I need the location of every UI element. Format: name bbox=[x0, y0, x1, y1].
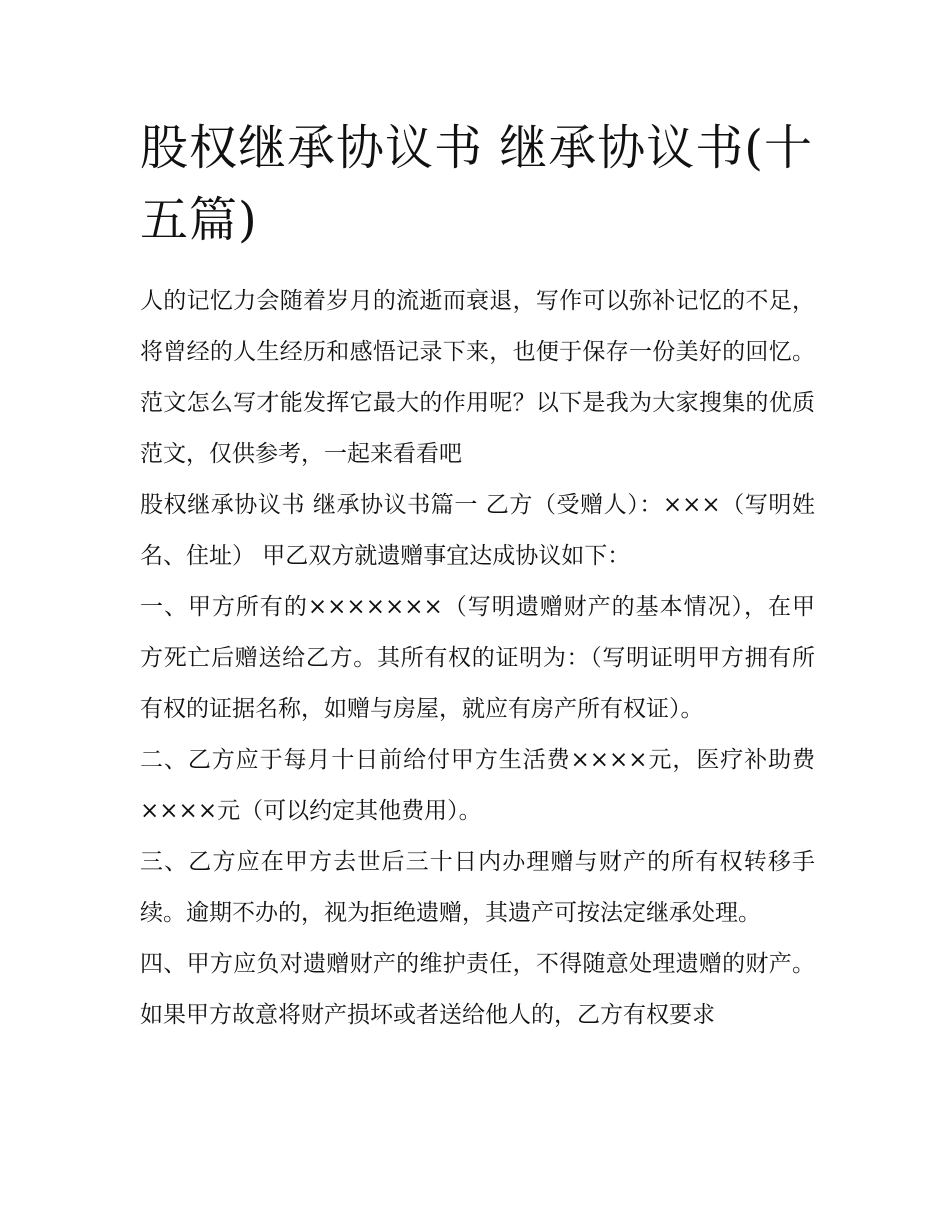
clause-3-paragraph: 三、乙方应在甲方去世后三十日内办理赠与财产的所有权转移手续。逾期不办的，视为拒绝遗赠，其遗产可按法定继承处理。 bbox=[140, 849, 815, 926]
intro-paragraph: 人的记忆力会随着岁月的流逝而衰退，写作可以弥补记忆的不足，将曾经的人生经历和感悟记录下来，也便于保存一份美好的回忆。范文怎么写才能发挥它最大的作用呢？以下是我为大家搜集的优质范文，仅供参考，一起来看看吧 bbox=[140, 288, 815, 467]
clause-2-paragraph: 二、乙方应于每月十日前给付甲方生活费××××元，医疗补助费××××元（可以约定其他费用）。 bbox=[140, 747, 815, 824]
clause-4-paragraph: 四、甲方应负对遗赠财产的维护责任，不得随意处理遗赠的财产。如果甲方故意将财产损坏或者送给他人的，乙方有权要求 bbox=[140, 951, 815, 1028]
document-title: 股权继承协议书 继承协议书(十五篇) bbox=[140, 120, 813, 248]
document-body bbox=[140, 276, 815, 1041]
clause-1-paragraph: 一、甲方所有的×××××××（写明遗赠财产的基本情况），在甲方死亡后赠送给乙方。其所有权的证明为：（写明证明甲方拥有所有权的证据名称，如赠与房屋，就应有房产所有权证）。 bbox=[140, 594, 815, 722]
agreement-header-paragraph: 股权继承协议书 继承协议书篇一 乙方（受赠人）：×××（写明姓名、住址） 甲乙双方就遗赠事宜达成协议如下： bbox=[140, 492, 815, 569]
